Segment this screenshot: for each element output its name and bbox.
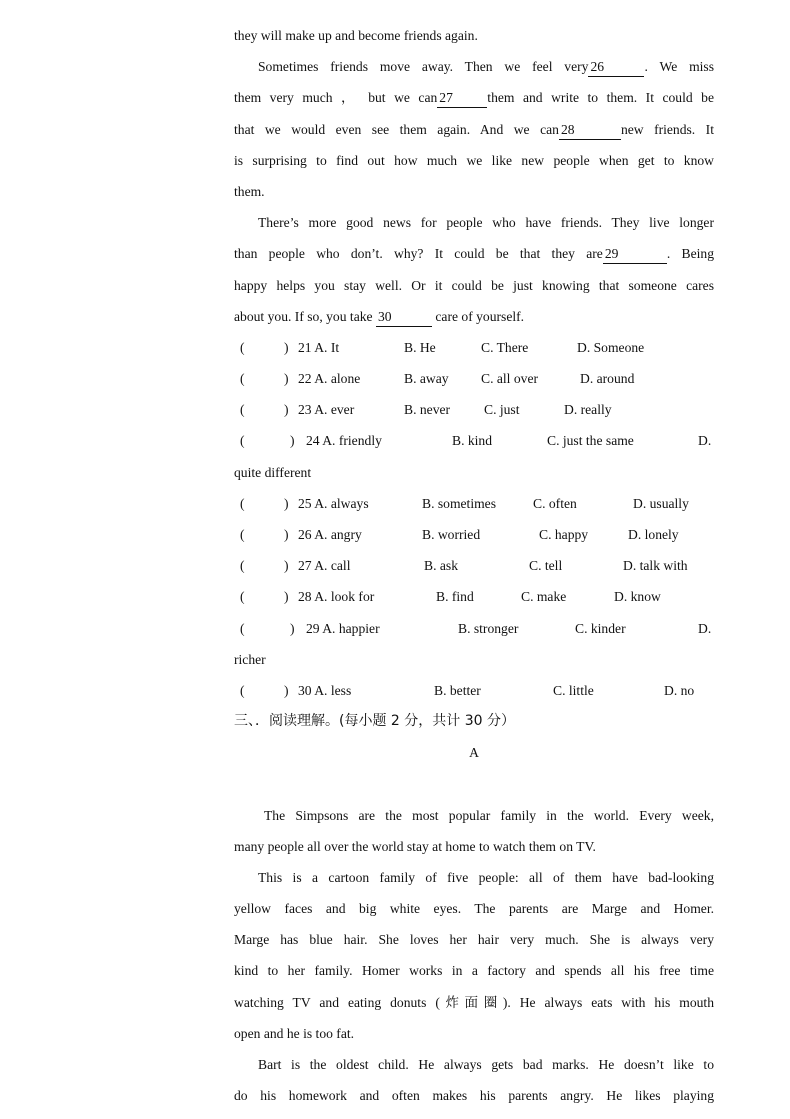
option-c: C. just	[484, 402, 520, 418]
option-d: D. lonely	[628, 527, 679, 542]
text-run: than people who don’t. why? It could be that they are	[234, 246, 603, 262]
question-30	[234, 675, 714, 706]
answer-paren: (	[240, 339, 245, 355]
option-a: 29 A. happier	[306, 620, 380, 636]
option-b: B. He	[404, 339, 436, 355]
blank-30: 30	[376, 308, 432, 327]
answer-paren: )	[284, 371, 289, 387]
paragraph-line: kind to her family. Homer works in a factory and spends all his free time	[234, 963, 714, 979]
blank-26: 26	[588, 58, 644, 77]
option-a: 26 A. angry	[298, 527, 362, 542]
option-d: D. talk with	[623, 558, 688, 574]
question-22	[234, 363, 714, 394]
answer-paren: )	[284, 558, 289, 574]
answer-paren: (	[240, 682, 245, 698]
text-run: care of yourself.	[435, 308, 525, 324]
option-b: B. ask	[424, 558, 458, 574]
question-29	[234, 613, 714, 644]
option-d: D. really	[564, 402, 612, 418]
option-a: 21 A. It	[298, 339, 340, 355]
option-b: B. find	[436, 589, 474, 605]
answer-paren: )	[284, 495, 289, 511]
text-run: that we would even see them again. And we can	[234, 121, 559, 137]
question-28	[234, 581, 714, 612]
option-d: D. Someone	[577, 339, 645, 355]
answer-paren: (	[240, 402, 245, 418]
paragraph-line: them.	[234, 183, 265, 199]
option-c: C. little	[553, 682, 594, 698]
option-c: C. make	[521, 589, 567, 605]
answer-paren: (	[240, 371, 245, 387]
answer-paren: (	[240, 495, 245, 511]
option-a: 25 A. always	[298, 495, 369, 511]
answer-paren: (	[240, 527, 245, 542]
question-29-continuation: richer	[234, 651, 266, 667]
answer-paren: )	[284, 527, 289, 542]
paragraph-line: do his homework and often makes his parents angry. He likes playing	[234, 1088, 714, 1104]
option-b: B. away	[404, 371, 449, 387]
answer-paren: (	[240, 620, 245, 636]
answer-paren: )	[284, 402, 289, 418]
document-page	[234, 20, 714, 1111]
answer-paren: (	[240, 433, 245, 449]
blank-28: 28	[559, 121, 621, 140]
paragraph-line: yellow faces and big white eyes. The parents are Marge and Homer.	[234, 901, 714, 917]
text-run: Sometimes friends move away. Then we feel very	[258, 59, 589, 75]
paragraph-line	[234, 114, 714, 145]
question-21	[234, 332, 714, 363]
paragraph-line: There’s more good news for people who have friends. They live longer	[258, 215, 714, 231]
option-c: C. There	[481, 339, 529, 355]
text-run: . Being	[666, 246, 714, 262]
answer-paren: (	[240, 558, 245, 574]
paragraph-line: Marge has blue hair. She loves her hair very much. She is always very	[234, 932, 714, 948]
section-heading: 三、．阅读理解。(每小题 2 分，共计 30 分）	[234, 713, 515, 730]
option-d: D. around	[580, 371, 635, 387]
option-c: C. often	[533, 495, 577, 511]
option-a: 28 A. look for	[298, 589, 375, 605]
paragraph-line: is surprising to find out how much we like new people when get to know	[234, 152, 714, 168]
option-c: C. just the same	[547, 433, 634, 449]
question-26	[234, 519, 714, 550]
paragraph-line	[234, 301, 714, 332]
paragraph-line: This is a cartoon family of five people: all of them have bad-looking	[258, 869, 714, 885]
option-b: B. better	[434, 682, 481, 698]
option-d: D.	[698, 433, 712, 449]
text-run: them and write to them. It could be	[487, 90, 714, 106]
option-c: C. kinder	[575, 620, 626, 636]
question-24	[234, 425, 714, 456]
option-b: B. stronger	[458, 620, 519, 636]
text-run: new friends. It	[620, 121, 714, 137]
option-d: D. no	[664, 682, 695, 698]
option-b: B. worried	[422, 527, 481, 542]
option-d: D. usually	[633, 495, 689, 511]
paragraph-line	[234, 238, 714, 269]
option-c: C. tell	[529, 558, 563, 574]
paragraph-line: many people all over the world stay at home to watch them on TV.	[234, 838, 596, 854]
paragraph-line: happy helps you stay well. Or it could be just knowing that someone cares	[234, 277, 714, 293]
option-a: 27 A. call	[298, 558, 351, 574]
option-b: B. never	[404, 402, 451, 418]
paragraph-line: The Simpsons are the most popular family in the world. Every week,	[264, 807, 714, 823]
option-a: 30 A. less	[298, 682, 352, 698]
answer-paren: )	[284, 682, 289, 698]
question-25	[234, 488, 714, 519]
question-27	[234, 550, 714, 581]
option-d: D.	[698, 620, 712, 636]
paragraph-line: open and he is too fat.	[234, 1025, 355, 1041]
text-run: about you. If so, you take	[234, 308, 373, 324]
option-b: B. kind	[452, 433, 493, 449]
paragraph-line: watching TV and eating donuts (炸面圈). He always eats with his mouth	[234, 994, 714, 1010]
answer-paren: )	[290, 433, 295, 449]
question-23	[234, 394, 714, 425]
blank-27: 27	[437, 89, 487, 108]
paragraph-line: they will make up and become friends again.	[234, 28, 478, 43]
option-c: C. all over	[481, 371, 539, 387]
option-c: C. happy	[539, 527, 589, 542]
answer-paren: (	[240, 589, 245, 605]
text-run: them very much ， but we can	[234, 90, 438, 106]
answer-paren: )	[284, 589, 289, 605]
question-24-continuation: quite different	[234, 464, 312, 480]
text-run: . We miss	[644, 59, 714, 75]
option-a: 22 A. alone	[298, 371, 361, 387]
option-d: D. know	[614, 589, 661, 605]
paragraph-line: Bart is the oldest child. He always gets bad marks. He doesn’t like to	[258, 1057, 714, 1072]
option-b: B. sometimes	[422, 495, 497, 511]
answer-paren: )	[290, 620, 295, 636]
passage-label: A	[469, 745, 479, 761]
paragraph-line	[234, 51, 714, 82]
paragraph-line	[234, 82, 714, 113]
option-a: 24 A. friendly	[306, 433, 382, 449]
answer-paren: )	[284, 339, 289, 355]
blank-29: 29	[603, 245, 667, 264]
option-a: 23 A. ever	[298, 402, 355, 418]
